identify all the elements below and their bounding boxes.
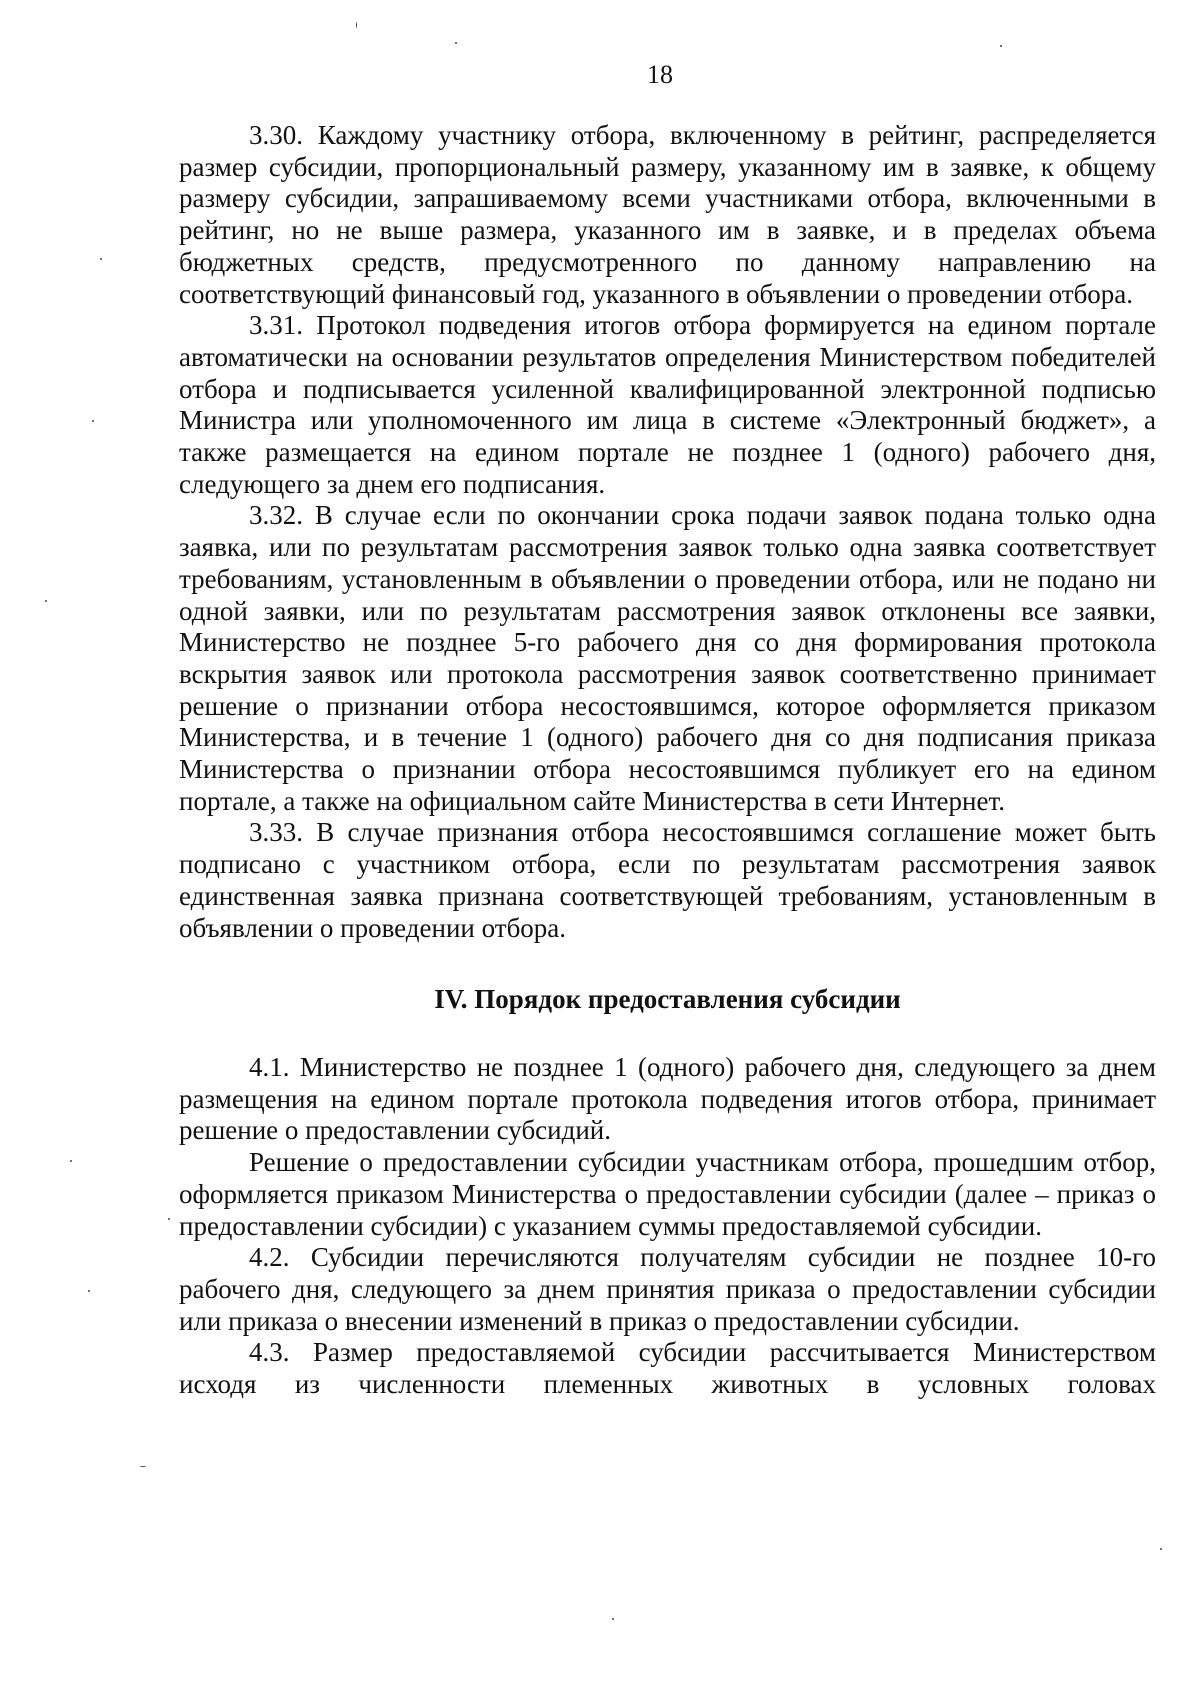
paragraph-4-3: 4.3. Размер предоставляемой субсидии рассчитывается Министерством исходя из численности племенных животных в условных головах <box>179 1337 1156 1400</box>
paragraph-4-2: 4.2. Субсидии перечисляются получателям субсидии не позднее 10-го рабочего дня, следующего за днем принятия приказа о предоставлении субсидии или приказа о внесении изменений в приказ о предоставлении субсидии. <box>179 1242 1156 1336</box>
scan-speck <box>45 600 47 602</box>
scan-speck <box>1000 45 1002 47</box>
scan-speck <box>168 1218 170 1220</box>
scan-speck <box>88 1290 90 1292</box>
scan-speck <box>612 1618 614 1620</box>
scan-speck <box>70 1160 72 1162</box>
paragraph-3-30: 3.30. Каждому участнику отбора, включенному в рейтинг, распределяется размер субсидии, пропорциональный размеру, указанному им в заявке, к общему размеру субсидии, запрашиваемому всеми участниками отбора, включенными в рейтинг, но не выше размера, указанного им в заявке, и в пределах объема бюджетных средств, предусмотренного по данному направлению на соответствующий финансовый год, указанного в объявлении о проведении отбора. <box>179 120 1156 309</box>
scan-speck <box>356 22 357 28</box>
paragraph-3-32: 3.32. В случае если по окончании срока подачи заявок подана только одна заявка, или по результатам рассмотрения заявок только одна заявка соответствует требованиям, установленным в объявлении о проведении отбора, или не подано ни одной заявки, или по результатам рассмотрения заявок отклонены все заявки, Министерство не позднее 5-го рабочего дня со дня формирования протокола вскрытия заявок или протокола рассмотрения заявок соответственно принимает решение о признании отбора несостоявшимся, которое оформляется приказом Министерства, и в течение 1 (одного) рабочего дня со дня подписания приказа Министерства о признании отбора несостоявшимся публикует его на едином портале, а также на официальном сайте Министерства в сети Интернет. <box>179 500 1156 816</box>
paragraph-3-31: 3.31. Протокол подведения итогов отбора формируется на едином портале автоматически на основании результатов определения Министерством победителей отбора и подписывается усиленной квалифицированной электронной подписью Министра или уполномоченного им лица в системе «Электронный бюджет», а также размещается на едином портале не позднее 1 (одного) рабочего дня, следующего за днем его подписания. <box>179 310 1156 499</box>
scan-speck <box>1160 1548 1162 1550</box>
paragraph-3-33: 3.33. В случае признания отбора несостоявшимся соглашение может быть подписано с участником отбора, если по результатам рассмотрения заявок единственная заявка признана соответствующей требованиям, установленным в объявлении о проведении отбора. <box>179 817 1156 943</box>
scan-speck <box>455 42 457 44</box>
document-body <box>179 120 1156 1401</box>
section-heading: IV. Порядок предоставления субсидии <box>434 984 901 1015</box>
scan-speck <box>92 420 94 422</box>
paragraph-4-1: 4.1. Министерство не позднее 1 (одного) рабочего дня, следующего за днем размещения на едином портале протокола подведения итогов отбора, принимает решение о предоставлении субсидий. <box>179 1051 1156 1146</box>
page-number: 18 <box>647 60 673 89</box>
scan-speck <box>140 1466 146 1467</box>
scan-speck <box>100 258 102 260</box>
paragraph-4-1-decision: Решение о предоставлении субсидии участникам отбора, прошедшим отбор, оформляется приказом Министерства о предоставлении субсидии (далее – приказ о предоставлении субсидии) с указанием суммы предоставляемой субсидии. <box>179 1147 1156 1241</box>
